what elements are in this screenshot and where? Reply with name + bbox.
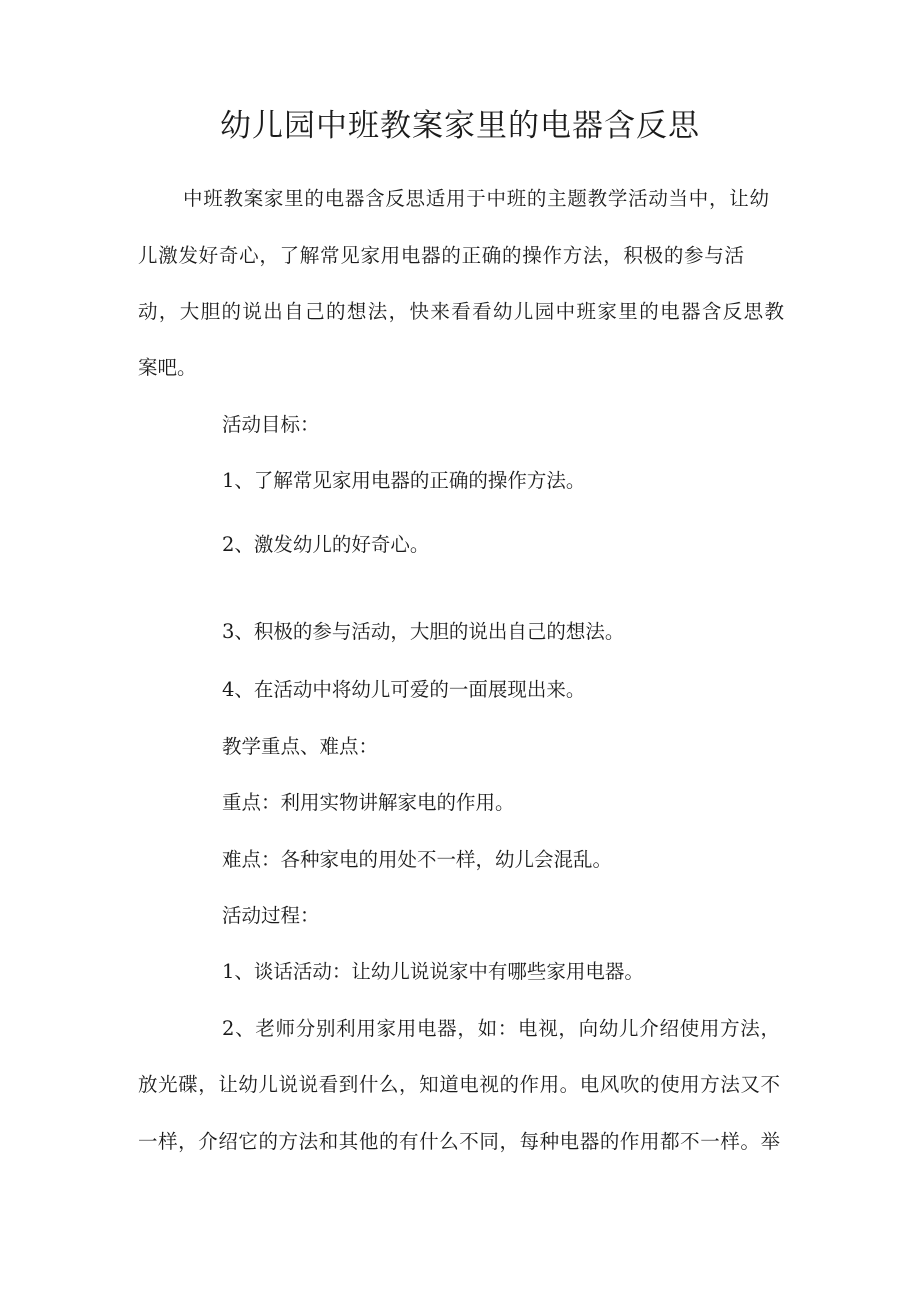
- goal-item: 2、激发幼儿的好奇心。: [222, 533, 430, 556]
- process-step: 放光碟，让幼儿说说看到什么，知道电视的作用。电风吹的使用方法又不: [138, 1073, 780, 1096]
- intro-line: 儿激发好奇心，了解常见家用电器的正确的操作方法，积极的参与活: [138, 244, 744, 267]
- goal-item: 1、了解常见家用电器的正确的操作方法。: [222, 469, 586, 492]
- difficult-point: 难点：各种家电的用处不一样，幼儿会混乱。: [222, 848, 613, 871]
- goals-heading: 活动目标：: [222, 413, 320, 436]
- process-heading: 活动过程：: [222, 904, 320, 927]
- process-step: 一样，介绍它的方法和其他的有什么不同，每种电器的作用都不一样。举: [138, 1130, 780, 1153]
- intro-line: 案吧。: [138, 356, 197, 379]
- document-title: 幼儿园中班教案家里的电器含反思: [220, 108, 700, 144]
- key-point: 重点：利用实物讲解家电的作用。: [222, 791, 515, 814]
- process-step: 2、老师分别利用家用电器，如：电视，向幼儿介绍使用方法，: [222, 1017, 780, 1040]
- intro-line: 中班教案家里的电器含反思适用于中班的主题教学活动当中，让幼: [183, 187, 769, 210]
- key-heading: 教学重点、难点：: [222, 735, 379, 758]
- process-step: 1、谈话活动：让幼儿说说家中有哪些家用电器。: [222, 960, 644, 983]
- goal-item: 3、积极的参与活动，大胆的说出自己的想法。: [222, 620, 625, 643]
- intro-line: 动，大胆的说出自己的想法，快来看看幼儿园中班家里的电器含反思教: [138, 300, 784, 323]
- goal-item: 4、在活动中将幼儿可爱的一面展现出来。: [222, 678, 586, 701]
